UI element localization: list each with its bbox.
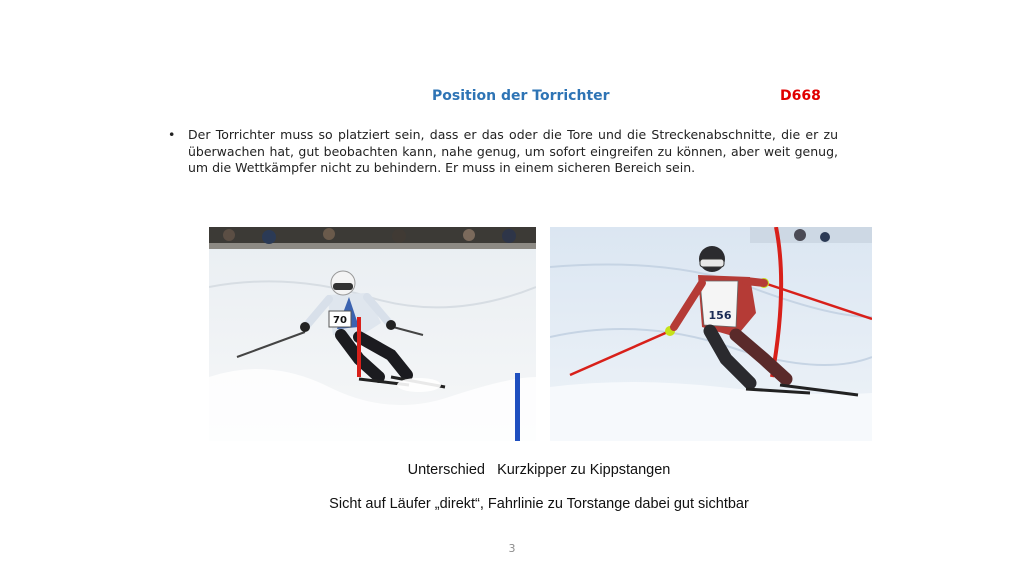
slide-code: D668	[780, 88, 821, 104]
caption-visibility-note: Sicht auf Läufer „direkt“, Fahrlinie zu Torstange dabei gut sichtbar	[329, 496, 749, 512]
bullet-item	[168, 127, 838, 177]
bullet-dot: •	[168, 127, 176, 142]
photo-skier-short-gate	[209, 227, 536, 441]
photo-skier-hinged-gate	[550, 227, 872, 441]
slide-title: Position der Torrichter	[432, 88, 610, 104]
bib-number-left: 70	[333, 315, 347, 326]
bullet-text: Der Torrichter muss so platziert sein, dass er das oder die Tore und die Streckenabschnitte, die er zu überwachen hat, gut beobachten kann, nahe genug, um sofort eingreifen zu können, aber weit genug, um die Wettkämpfer nicht zu behindern. Er muss in einem sicheren Bereich sein.	[188, 127, 838, 175]
bib-number-right: 156	[708, 309, 732, 322]
caption-gate-comparison: Unterschied Kurzkipper zu Kippstangen	[407, 462, 671, 478]
page-number: 3	[508, 542, 516, 555]
